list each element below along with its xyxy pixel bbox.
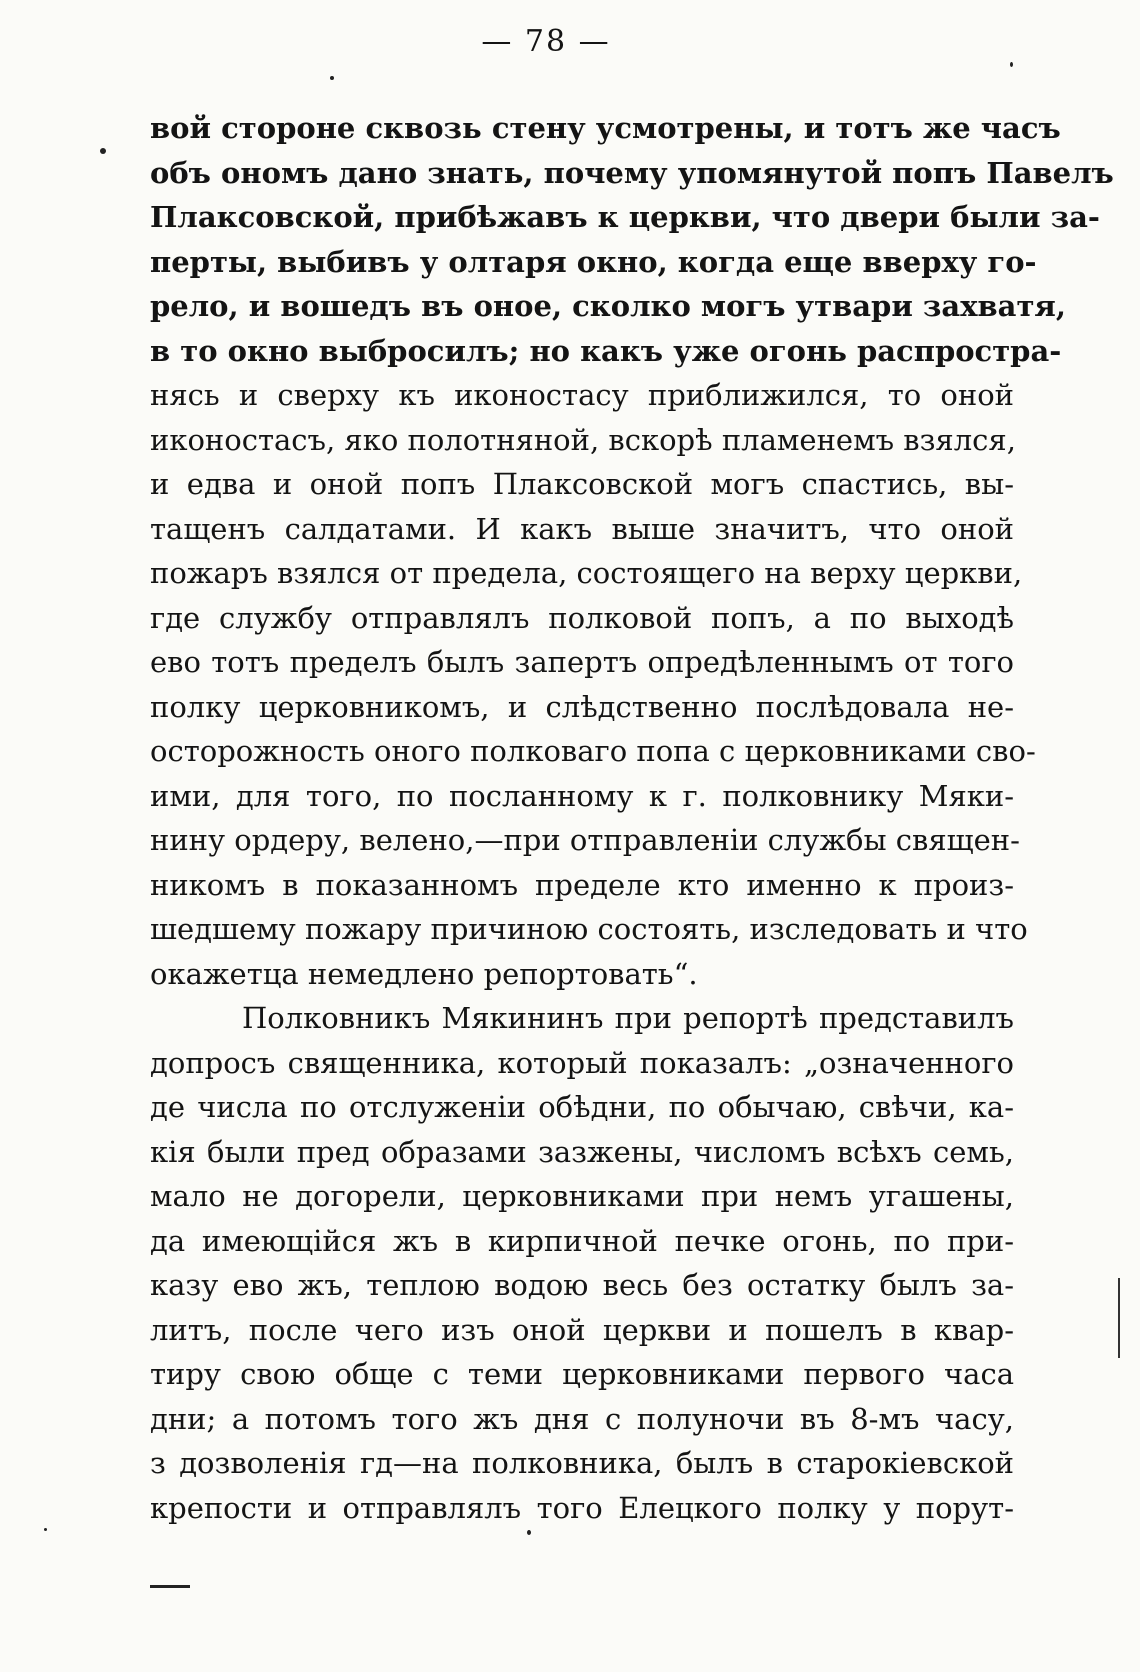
- text-line: нину ордеру, велено,—при отправленіи службы священ-: [150, 823, 1020, 857]
- text-line: перты, выбивъ у олтаря окно, когда еще вверху го-: [150, 244, 1037, 279]
- text-line: де числа по отслуженіи обѣдни, по обычаю, свѣчи, ка-: [150, 1090, 1014, 1124]
- scan-mark: [1118, 1278, 1120, 1358]
- text-line: рело, и вошедъ въ оное, сколко могъ утвари захватя,: [150, 289, 1066, 323]
- text-line: Плаксовской, прибѣжавъ к церкви, что двери были за-: [150, 200, 1100, 234]
- text-line: пожаръ взялся от предела, состоящего на верху церкви,: [150, 556, 1023, 590]
- text-line: да имеющійся жъ в кирпичной печке огонь, по при-: [150, 1223, 1014, 1258]
- text-line: вой стороне сквозь стену усмотрены, и тотъ же часъ: [150, 111, 1061, 145]
- scan-speck: [1010, 62, 1013, 67]
- text-line: иконостасъ, яко полотняной, вскорѣ пламенемъ взялся,: [150, 422, 1016, 457]
- scan-speck: [330, 76, 334, 80]
- text-line: крепости и отправлялъ того Елецкого полку у порут-: [150, 1490, 1014, 1525]
- text-line: где службу отправлялъ полковой попъ, а по выходѣ: [150, 600, 1014, 635]
- text-line: нясь и сверху къ иконостасу приближился, то оной: [150, 378, 1014, 412]
- text-line: шедшему пожару причиною состоять, изследовать и что: [150, 912, 1028, 946]
- text-line: тащенъ салдатами. И какъ выше значитъ, что оной: [150, 511, 1014, 546]
- text-line: в то окно выбросилъ; но какъ уже огонь распростра-: [150, 333, 1062, 368]
- text-line: дни; а потомъ того жъ дня с полуночи въ 8-мъ часу,: [150, 1401, 1014, 1436]
- text-line: окажетца немедлено репортовать“.: [150, 956, 698, 991]
- text-line: з дозволенія гд—на полковника, былъ в старокіевской: [150, 1446, 1014, 1480]
- text-line: никомъ в показанномъ пределе кто именно к произ-: [150, 867, 1014, 902]
- text-line: осторожность оного полковаго попа с церковниками сво-: [150, 734, 1036, 768]
- text-line: мало не догорели, церковниками при немъ угашены,: [150, 1179, 1014, 1213]
- text-line: кія были пред образами зазжены, числомъ всѣхъ семь,: [150, 1134, 1014, 1169]
- page-number: — 78 —: [481, 24, 611, 59]
- text-line: казу ево жъ, теплою водою весь без остатку былъ за-: [150, 1268, 1014, 1302]
- text-line: Полковникъ Мякининъ при репортѣ представилъ: [242, 1001, 1014, 1035]
- scan-speck: [44, 1528, 47, 1531]
- text-line: полку церковникомъ, и слѣдственно послѣдовала не-: [150, 689, 1014, 724]
- text-line: тиру свою обще с теми церковниками первого часа: [150, 1357, 1014, 1391]
- scan-speck: [527, 1530, 531, 1535]
- text-line: ево тотъ пределъ былъ запертъ опредѣленнымъ от того: [150, 645, 1014, 679]
- text-line: литъ, после чего изъ оной церкви и пошелъ в квар-: [150, 1312, 1014, 1347]
- text-line: ими, для того, по посланному к г. полковнику Мяки-: [150, 778, 1014, 813]
- text-line: объ ономъ дано знать, почему упомянутой попъ Павелъ: [150, 155, 1114, 190]
- body-text: [150, 106, 1114, 1530]
- scan-speck: [100, 148, 106, 154]
- scan-mark: [150, 1585, 190, 1588]
- text-line: допросъ священника, который показалъ: „означенного: [150, 1045, 1014, 1080]
- text-line: и едва и оной попъ Плаксовской могъ спастись, вы-: [150, 467, 1014, 501]
